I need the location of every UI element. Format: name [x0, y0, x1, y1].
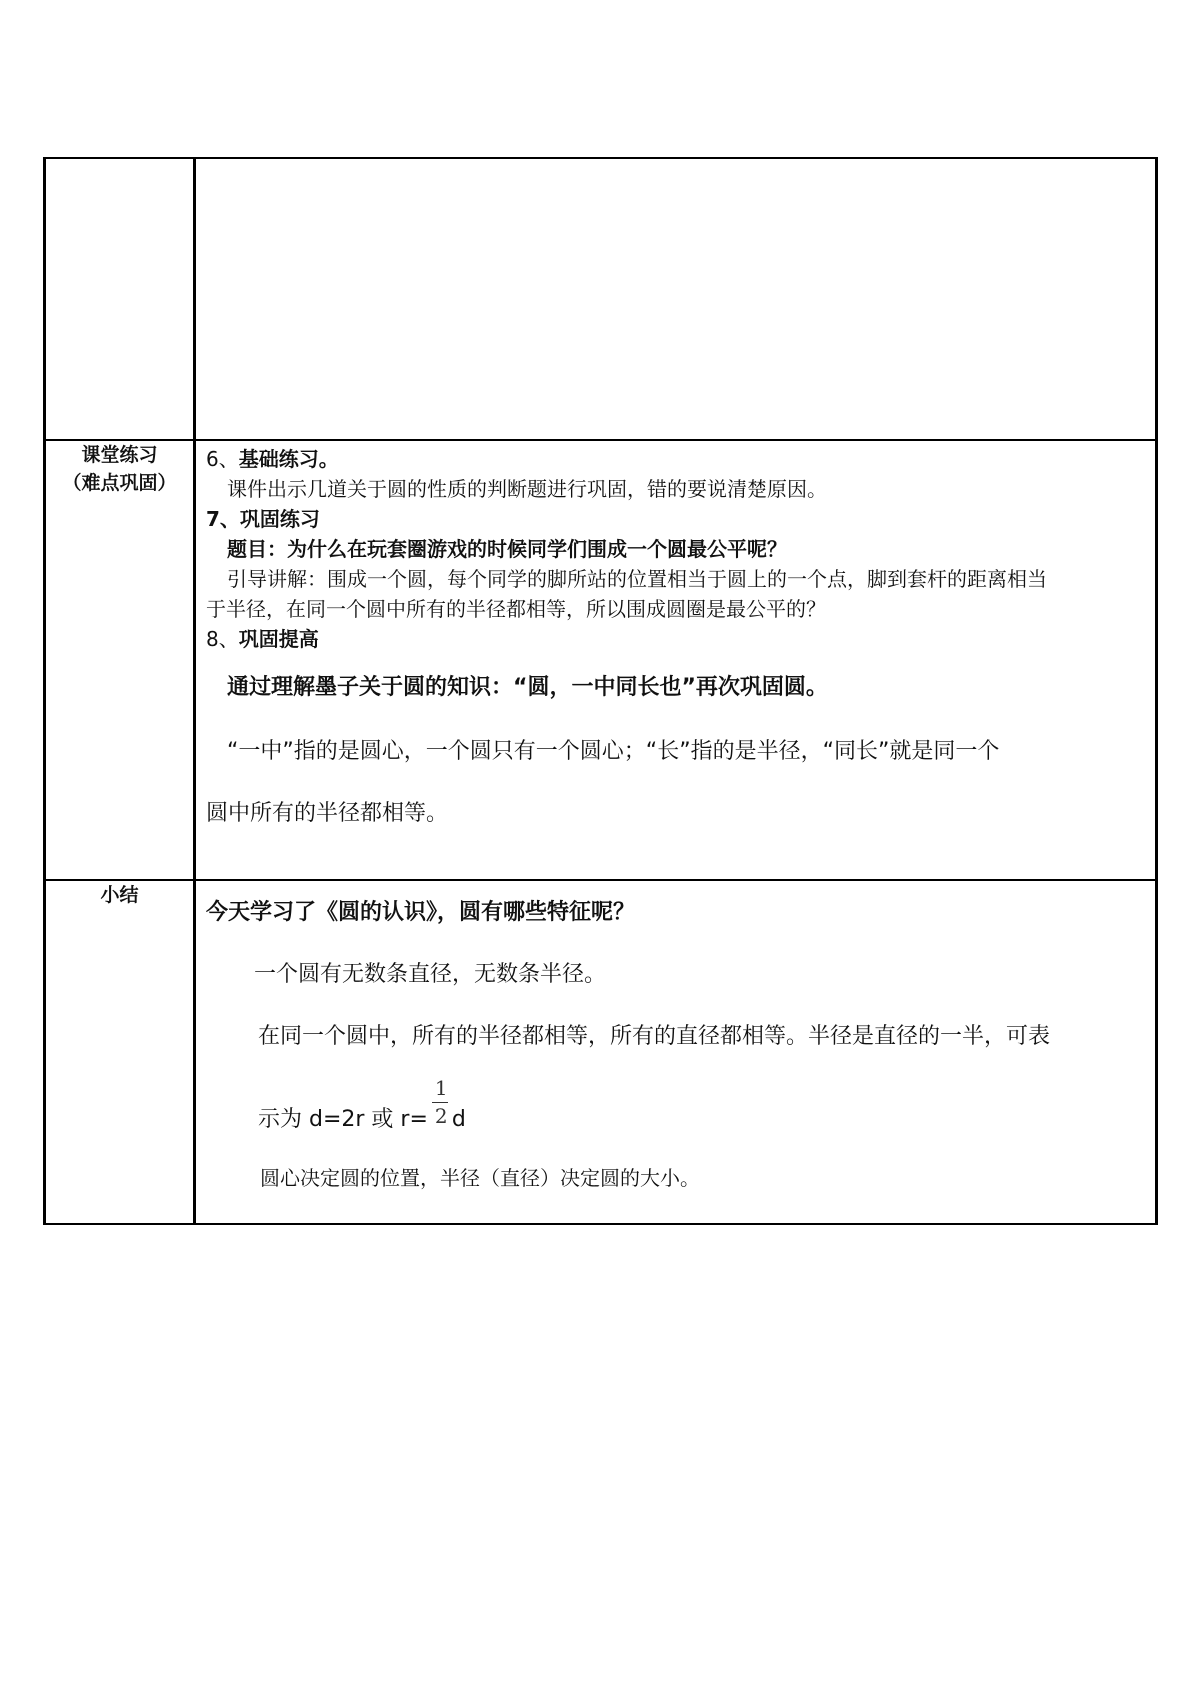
- item8-number: 8、: [206, 627, 239, 651]
- practice-label-cell: [45, 440, 195, 880]
- item6-number: 6、: [206, 447, 239, 471]
- blank-label-cell: [45, 158, 195, 440]
- fraction-denominator: 2: [434, 1103, 448, 1128]
- item8-title: 巩固提高: [238, 627, 319, 651]
- item6-heading: [206, 447, 339, 471]
- item7-question: 题目：为什么在玩套圈游戏的时候同学们围成一个圆最公平呢？: [227, 537, 787, 561]
- formula-prefix: 示为 d=2r 或 r=: [258, 1107, 428, 1132]
- fraction-numerator: 1: [434, 1075, 448, 1100]
- blank-content-cell: [195, 158, 1157, 440]
- item6-text: 课件出示几道关于圆的性质的判断题进行巩固，错的要说清楚原因。: [227, 477, 827, 501]
- item8-heading: [206, 627, 319, 651]
- lesson-plan-table: [43, 157, 1158, 1225]
- item7-title: 7、巩固练习: [206, 507, 320, 531]
- table-row-summary: [45, 880, 1157, 1224]
- summary-point2-line1: 在同一个圆中，所有的半径都相等，所有的直径都相等。半径是直径的一半，可表: [258, 1024, 1051, 1049]
- explain-line1: “一中”指的是圆心，一个圆只有一个圆心；“长”指的是半径，“同长”就是同一个: [227, 739, 1000, 764]
- summary-question: 今天学习了《圆的认识》，圆有哪些特征呢？: [206, 900, 636, 925]
- mozi-text: 通过理解墨子关于圆的知识：“圆，一中同长也”再次巩固圆。: [227, 675, 828, 700]
- practice-content-cell: [195, 440, 1157, 880]
- table-row-practice: [45, 440, 1157, 880]
- item7-guide-line2: 于半径，在同一个圆中所有的半径都相等，所以围成圆圈是最公平的？: [206, 597, 826, 621]
- practice-label-line1: 课堂练习: [81, 444, 158, 466]
- formula-suffix: d: [451, 1107, 466, 1132]
- summary-point1: 一个圆有无数条直径，无数条半径。: [254, 962, 607, 987]
- explain-line2: 圆中所有的半径都相等。: [206, 801, 449, 826]
- summary-point3: 圆心决定圆的位置，半径（直径）决定圆的大小。: [260, 1166, 700, 1190]
- table-row-blank: [45, 158, 1157, 440]
- practice-label-line2: （难点巩固）: [62, 472, 177, 494]
- summary-label-cell: [45, 880, 195, 1224]
- summary-content-cell: [195, 880, 1157, 1224]
- summary-label: 小结: [100, 884, 139, 906]
- fraction-bar: [432, 1102, 448, 1103]
- item6-title: 基础练习。: [238, 447, 339, 471]
- one-half-fraction: [432, 1075, 448, 1128]
- summary-point2-line2: [258, 1075, 466, 1132]
- item7-guide-line1: 引导讲解：围成一个圆，每个同学的脚所站的位置相当于圆上的一个点，脚到套杆的距离相当: [227, 567, 1047, 591]
